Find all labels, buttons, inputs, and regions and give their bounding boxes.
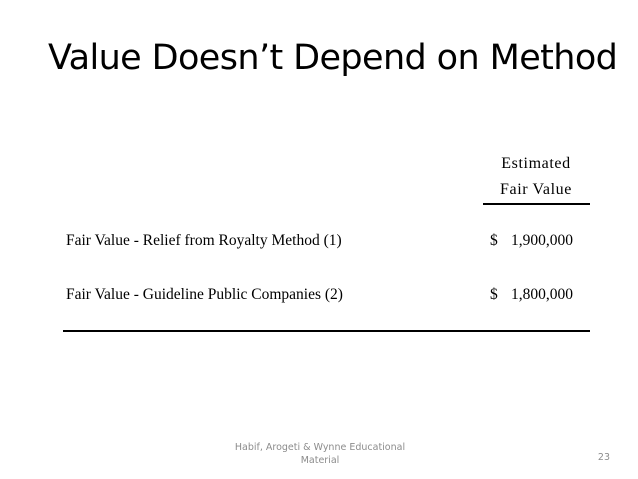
currency-symbol: $ bbox=[490, 232, 498, 249]
footer-text: Habif, Arogeti & Wynne Educational Material bbox=[234, 442, 406, 466]
amount: 1,900,000 bbox=[511, 232, 573, 249]
currency-symbol: $ bbox=[490, 286, 498, 303]
column-header-estimated: Estimated bbox=[501, 155, 571, 172]
amount: 1,800,000 bbox=[511, 286, 573, 303]
row-label-relief-from-royalty: Fair Value - Relief from Royalty Method (1) bbox=[66, 232, 342, 249]
header-underline bbox=[483, 203, 590, 205]
column-header-fair-value: Fair Value bbox=[500, 181, 572, 198]
slide-title: Value Doesn’t Depend on Method bbox=[48, 38, 618, 78]
table-bottom-rule bbox=[63, 330, 590, 332]
row-label-guideline-public-companies: Fair Value - Guideline Public Companies (2) bbox=[66, 286, 343, 303]
page-number: 23 bbox=[597, 452, 610, 463]
